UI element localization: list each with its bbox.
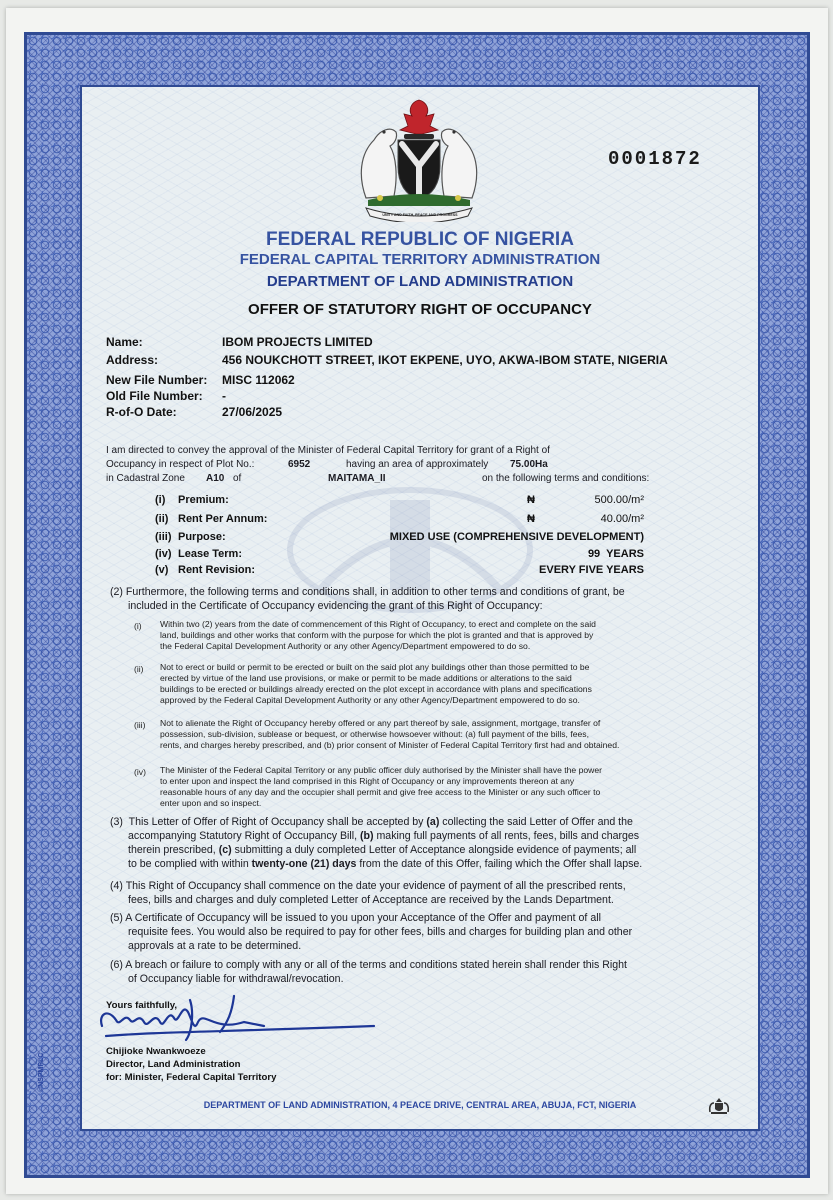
- sub-clause-num: (ii): [134, 664, 144, 674]
- naira-symbol: ₦: [527, 513, 535, 525]
- clause-3-line-1: (3) This Letter of Offer of Right of Occupancy shall be accepted by (a) collecting the said Letter of Offer and the: [110, 816, 633, 828]
- recipient-address-row: [106, 353, 668, 367]
- date-label: R-of-O Date:: [106, 405, 177, 419]
- sub-clause-line: Not to alienate the Right of Occupancy hereby offered or any part thereof by sale, assignment, mortgage, transfer of: [160, 718, 601, 728]
- nigeria-coat-of-arms-icon: [346, 96, 492, 222]
- term-value: MIXED USE (COMPREHENSIVE DEVELOPMENT): [389, 531, 644, 543]
- administration-heading: FEDERAL CAPITAL TERRITORY ADMINISTRATION: [239, 251, 601, 268]
- closing-text: Yours faithfully,: [106, 1000, 178, 1011]
- clause-6-line-2: of Occupancy liable for withdrawal/revocation.: [128, 973, 344, 985]
- sub-clause-line: rents, and charges hereby prescribed, and (b) prior consent of Minister of Federal Capital Territory first had and obtained.: [160, 740, 620, 750]
- intro-line-3-b: of: [233, 473, 242, 484]
- term-label: Rent Revision:: [178, 564, 256, 576]
- term-value: 500.00/m²: [594, 494, 644, 506]
- new-file-label: New File Number:: [106, 373, 208, 387]
- clause-4-line-1: (4) This Right of Occupancy shall commence on the date your evidence of payment of all the prescribed rents,: [110, 880, 626, 892]
- term-label: Lease Term:: [178, 548, 242, 560]
- naira-symbol: ₦: [527, 494, 535, 506]
- new-file-number: MISC 112062: [222, 373, 295, 387]
- signatory-name: Chijioke Nwankwoeze: [106, 1046, 206, 1057]
- term-num: (i): [155, 494, 166, 506]
- serial-number: 0001872: [608, 148, 702, 170]
- sub-clause-line: erected by virtue of the land use provisions, or make or permit to be made additions or alterations to the said: [160, 673, 572, 683]
- recipient-name-row: [106, 335, 373, 349]
- intro-line-2-b: having an area of approximately: [346, 459, 489, 470]
- clause-5-line-3: approvals at a rate to be determined.: [128, 940, 302, 952]
- intro-line-2-a: Occupancy in respect of Plot No.:: [106, 459, 255, 470]
- sub-clause-line: The Minister of the Federal Capital Territory or any public officer duly authorised by the Minister shall have the power: [160, 765, 602, 775]
- sub-clause-line: approved by the Federal Capital Development Authority or any other Agency/Department empowered to do so.: [160, 695, 580, 705]
- term-num: (ii): [155, 513, 169, 525]
- sub-clause-line: possession, sub-division, sublease or bequest, or otherwise howsoever without: (a) full payment of the bills, fees,: [160, 729, 589, 739]
- clause-2-line-1: (2) Furthermore, the following terms and conditions shall, in addition to other terms and conditions of grant, be: [110, 586, 625, 598]
- sub-clause-num: (iv): [134, 767, 146, 777]
- department-heading: DEPARTMENT OF LAND ADMINISTRATION: [266, 273, 574, 290]
- plot-number: 6952: [288, 459, 311, 470]
- sub-clause-line: Not to erect or build or permit to be erected or built on the said plot any buildings other than those permitted to be: [160, 662, 590, 672]
- signatory-title: Director, Land Administration: [106, 1059, 241, 1070]
- term-value: EVERY FIVE YEARS: [539, 564, 644, 576]
- sub-clause-line: reasonable hours of any day and the occupier shall permit and give free access to the Minister or any such officer to: [160, 787, 601, 797]
- sub-clause-num: (iii): [134, 720, 146, 730]
- sub-clause-line: land, buildings and other works that conform with the purpose for which the plot is granted and that is approved by: [160, 630, 594, 640]
- handwritten-signature-icon: [94, 992, 384, 1052]
- ro-date: 27/06/2025: [222, 405, 283, 419]
- plot-area: 75.00Ha: [510, 459, 548, 470]
- intro-line-3-a: in Cadastral Zone: [106, 473, 185, 484]
- sub-clause-line: to enter upon and inspect the land comprised in this Right of Occupancy or any improvements thereon at any: [160, 776, 575, 786]
- intro-line-3-c: on the following terms and conditions:: [482, 473, 650, 484]
- coat-of-arms-motto: UNITY AND FAITH, PEACE AND PROGRESS: [382, 213, 458, 217]
- small-coat-of-arms-icon: [708, 1096, 730, 1116]
- clause-2-line-2: included in the Certificate of Occupancy evidencing the grant of this Right of Occupancy:: [128, 600, 543, 612]
- clause-5-line-1: (5) A Certificate of Occupancy will be issued to you upon your Acceptance of the Offer and payment of all: [110, 912, 601, 924]
- clause-6-line-1: (6) A breach or failure to comply with any or all of the terms and conditions stated herein shall render this Right: [110, 959, 628, 971]
- clause-3-line-2: accompanying Statutory Right of Occupancy Bill, (b) making full payments of all rents, fees, bills and charges: [128, 830, 640, 842]
- term-label: Purpose:: [178, 531, 226, 543]
- address-label: Address:: [106, 353, 159, 367]
- term-num: (v): [155, 564, 169, 576]
- clause-4-line-2: fees, bills and charges and duly completed Letter of Acceptance are received by the Lands Department.: [128, 894, 614, 906]
- term-value: 40.00/m²: [600, 513, 644, 525]
- old-file-row: [106, 389, 226, 403]
- clause-5-line-2: requisite fees. You would also be required to pay for other fees, bills and charges for building plan and other: [128, 926, 633, 938]
- intro-line-1: I am directed to convey the approval of the Minister of Federal Capital Territory for grant of a Right of: [106, 445, 550, 456]
- term-label: Premium:: [178, 494, 229, 506]
- footer-address: DEPARTMENT OF LAND ADMINISTRATION, 4 PEACE DRIVE, CENTRAL AREA, ABUJA, FCT, NIGERIA: [203, 1100, 637, 1110]
- recipient-name: IBOM PROJECTS LIMITED: [222, 335, 373, 349]
- sub-clause-line: Within two (2) years from the date of commencement of this Right of Occupancy, to erect and complete on the said: [160, 619, 596, 629]
- name-label: Name:: [106, 335, 143, 349]
- new-file-row: [106, 373, 295, 387]
- term-num: (iii): [155, 531, 172, 543]
- clause-3-line-3: therein prescribed, (c) submitting a duly completed Letter of Acceptance alongside evidence of payments; all: [128, 844, 637, 856]
- old-file-number: -: [222, 389, 226, 403]
- sub-clause-line: enter upon and so inspect.: [160, 798, 262, 808]
- sub-clause-line: buildings to be erected or buildings already erected on the plot except in accordance with plans and specifications: [160, 684, 592, 694]
- old-file-label: Old File Number:: [106, 389, 203, 403]
- term-label: Rent Per Annum:: [178, 513, 268, 525]
- term-value: 99 YEARS: [587, 548, 644, 560]
- date-row: [106, 405, 282, 419]
- district-name: MAITAMA_II: [328, 473, 386, 484]
- printer-mark: ©NSPMPLC: [38, 1052, 45, 1092]
- clause-3-line-4: to be complied with within twenty-one (21) days from the date of this Offer, failing which the Offer shall lapse.: [128, 858, 643, 870]
- recipient-address: 456 NOUKCHOTT STREET, IKOT EKPENE, UYO, AKWA-IBOM STATE, NIGERIA: [222, 353, 668, 367]
- cadastral-zone: A10: [206, 473, 225, 484]
- signatory-for: for: Minister, Federal Capital Territory: [106, 1072, 277, 1083]
- document-title: OFFER OF STATUTORY RIGHT OF OCCUPANCY: [248, 301, 592, 318]
- sub-clause-num: (i): [134, 621, 142, 631]
- country-heading: FEDERAL REPUBLIC OF NIGERIA: [266, 229, 574, 250]
- sub-clause-line: the Federal Capital Development Authority or any other Agency/Department empowered to do so.: [160, 641, 531, 651]
- term-num: (iv): [155, 548, 172, 560]
